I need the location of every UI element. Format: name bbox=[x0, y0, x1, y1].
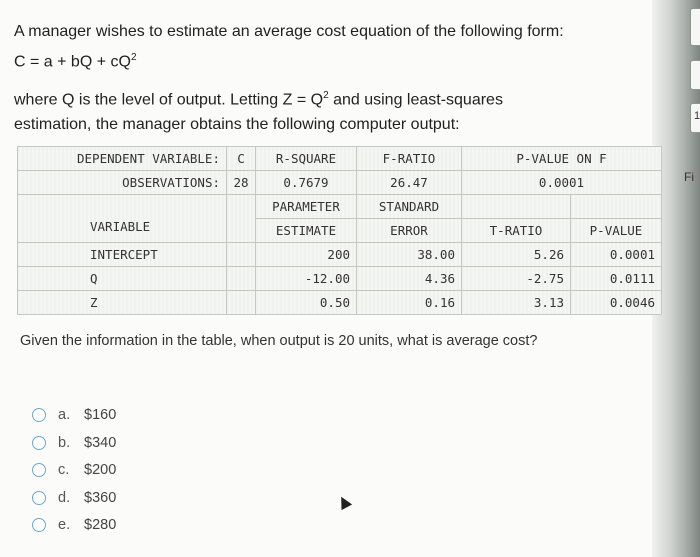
empty-cell bbox=[227, 291, 256, 315]
estimate-header: ESTIMATE bbox=[256, 219, 357, 243]
answer-option-d[interactable] bbox=[32, 488, 116, 508]
t-ratio-header: T-RATIO bbox=[462, 219, 571, 243]
r-square-value: 0.7679 bbox=[256, 171, 357, 195]
answer-option-a[interactable] bbox=[32, 405, 116, 425]
radio-button[interactable] bbox=[32, 518, 46, 532]
table-row bbox=[18, 147, 662, 171]
se-cell: 0.16 bbox=[357, 291, 462, 315]
p-cell: 0.0046 bbox=[571, 291, 662, 315]
p-cell: 0.0001 bbox=[571, 243, 662, 267]
se-cell: 4.36 bbox=[357, 267, 462, 291]
error-header: ERROR bbox=[357, 219, 462, 243]
variable-header-cell bbox=[18, 195, 227, 243]
p-value-f-value: 0.0001 bbox=[462, 171, 662, 195]
estimate-cell: 200 bbox=[256, 243, 357, 267]
observations-value: 28 bbox=[227, 171, 256, 195]
estimate-cell: -12.00 bbox=[256, 267, 357, 291]
exponent: 2 bbox=[130, 52, 137, 63]
edge-tab bbox=[690, 60, 700, 90]
option-letter: a. bbox=[58, 407, 71, 423]
answer-option-c[interactable] bbox=[32, 460, 116, 480]
parameter-header: PARAMETER bbox=[256, 195, 357, 219]
option-text: $200 bbox=[84, 462, 117, 478]
edge-label: Fi bbox=[684, 170, 694, 184]
empty-cell bbox=[462, 195, 571, 219]
empty-cell bbox=[227, 195, 256, 243]
empty-cell bbox=[227, 243, 256, 267]
question-prompt: Given the information in the table, when output is 20 units, what is average cost? bbox=[20, 333, 538, 349]
option-text: $160 bbox=[84, 407, 117, 423]
variable-cell: Q bbox=[18, 267, 227, 291]
t-cell: 5.26 bbox=[462, 243, 571, 267]
t-cell: -2.75 bbox=[462, 267, 571, 291]
definition-text-end: and using least-squares bbox=[328, 91, 503, 109]
option-text: $280 bbox=[84, 517, 117, 533]
edge-tab bbox=[690, 8, 700, 46]
regression-output-table bbox=[17, 146, 662, 315]
definition-text: where Q is the level of output. Letting Z = Q bbox=[14, 91, 324, 109]
f-ratio-value: 26.47 bbox=[357, 171, 462, 195]
option-letter: e. bbox=[58, 517, 71, 533]
p-cell: 0.0111 bbox=[571, 267, 662, 291]
option-letter: d. bbox=[58, 490, 71, 506]
empty-cell bbox=[227, 267, 256, 291]
table-row bbox=[18, 243, 662, 267]
t-cell: 3.13 bbox=[462, 291, 571, 315]
table-row bbox=[18, 195, 662, 219]
table-row bbox=[18, 291, 662, 315]
exponent: 2 bbox=[323, 90, 329, 101]
standard-header: STANDARD bbox=[357, 195, 462, 219]
question-definition bbox=[14, 90, 503, 109]
radio-button[interactable] bbox=[32, 436, 46, 450]
f-ratio-label: F-RATIO bbox=[357, 147, 462, 171]
variable-cell: INTERCEPT bbox=[18, 243, 227, 267]
dependent-variable-value: C bbox=[227, 147, 256, 171]
dependent-variable-label: DEPENDENT VARIABLE: bbox=[18, 147, 227, 171]
estimate-cell: 0.50 bbox=[256, 291, 357, 315]
empty-cell bbox=[571, 195, 662, 219]
answer-option-b[interactable] bbox=[32, 433, 116, 453]
table-row bbox=[18, 171, 662, 195]
question-output-intro: estimation, the manager obtains the following computer output: bbox=[14, 116, 460, 133]
radio-button[interactable] bbox=[32, 408, 46, 422]
p-value-header: P-VALUE bbox=[571, 219, 662, 243]
mouse-cursor-icon bbox=[336, 494, 352, 510]
radio-button[interactable] bbox=[32, 463, 46, 477]
option-text: $340 bbox=[84, 435, 117, 451]
p-value-f-label: P-VALUE ON F bbox=[462, 147, 662, 171]
radio-button[interactable] bbox=[32, 491, 46, 505]
table-row bbox=[18, 267, 662, 291]
option-text: $360 bbox=[84, 490, 117, 506]
answer-option-e[interactable] bbox=[32, 515, 116, 535]
question-intro: A manager wishes to estimate an average cost equation of the following form: bbox=[14, 23, 564, 40]
cost-equation bbox=[14, 52, 137, 71]
se-cell: 38.00 bbox=[357, 243, 462, 267]
option-letter: b. bbox=[58, 435, 71, 451]
cost-equation-text: C = a + bQ + cQ bbox=[14, 53, 131, 71]
edge-number: 1 bbox=[694, 110, 700, 122]
observations-label: OBSERVATIONS: bbox=[18, 171, 227, 195]
variable-cell: Z bbox=[18, 291, 227, 315]
r-square-label: R-SQUARE bbox=[256, 147, 357, 171]
variable-header: VARIABLE bbox=[90, 218, 151, 234]
option-letter: c. bbox=[58, 462, 70, 478]
